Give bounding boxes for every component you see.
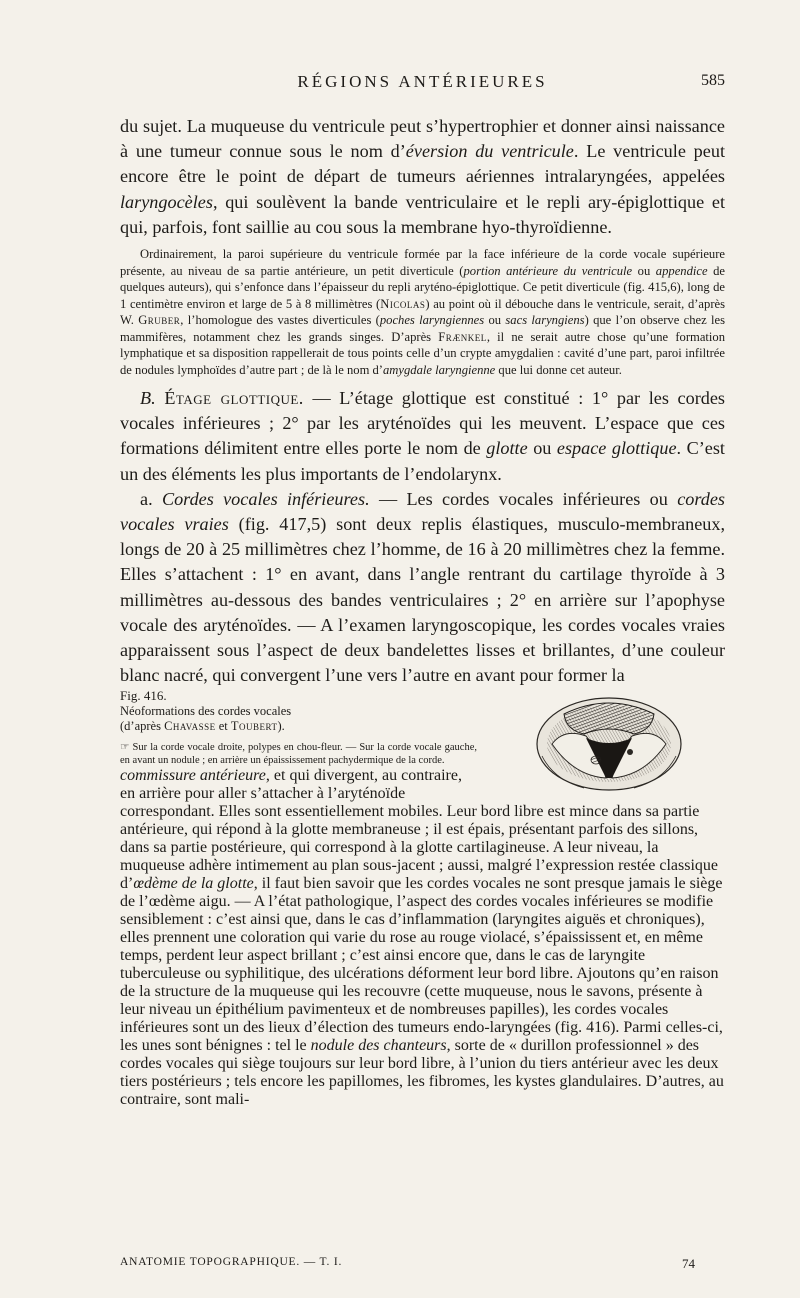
page-number: 585	[701, 72, 725, 89]
subsection-heading: Cordes vocales inférieures.	[161, 488, 370, 509]
subsection-a-vocal-cords: a. Cordes vocales inférieures. — Les cordes vocales inférieures ou cordes vocales vraies (fig. 417,5) sont deux replis élastiques, musculo-membraneux, longs de 20 à 25 millimètres chez l’homme, de 16 à 20 millimètres chez la femme. Elles s’attachent : 1° en avant, dans l’angle rentrant du cartilage thyroïde à 3 millimètres au-dessous des bandes ventriculaires ; 2° en arrière sur l’apophyse vocale des aryténoïdes. — A l’examen laryngoscopique, les cordes vocales vraies apparaissent sous l’aspect de deux bandelettes lisses et brillantes, d’une couleur blanc nacré, qui convergent l’une vers l’autre en avant pour former la	[120, 487, 725, 689]
figure-416	[493, 694, 725, 798]
section-b-glottic-level: B. Étage glottique. — L’étage glottique est constitué : 1° par les cordes vocales inférieures ; 2° par les aryténoïdes qui les meuvent. L’espace que ces formations délimitent entre elles porte le nom de glotte ou espace glottique. C’est un des éléments les plus importants de l’endolarynx.	[120, 388, 726, 484]
page-footer	[120, 1256, 725, 1276]
page-body: du sujet. La muqueuse du ventricule peut s’hypertrophier et donner ainsi naissance à une tumeur connue sous le nom d’éversion du ventricule. Le ventricule peut encore être le point de départ de tumeurs aériennes intralaryngées, appelées laryngocèles, qui soulèvent la bande ventriculaire et le repli ary-épiglottique et qui, parfois, font saillie au cou sous la membrane hyo-thyroïdienne. Ordinairement, la paroi supérieure du ventricule formée par la face inférieure de la corde vocale supérieure présente, au niveau de sa partie antérieure, un petit diverticule (portion antérieure du ventricule ou appendice de quelques auteurs), qui s’enfonce dans l’épaisseur du repli aryténo-épiglottique. Ce petit diverticule (fig. 415,6), long de 1 centimètre environ et large de 5 à 8 millimètres (Nicolas) au point où il débouche dans le ventricule, serait, d’après W. Gruber, l’homologue des vastes diverticules (poches laryngiennes ou sacs laryngiens) que l’on observe chez les mammifères, notamment chez les grands singes. D’après Frænkel, il ne serait autre chose qu’une formation lymphatique et sa disposition rappellerait de tous points celle d’un crypte amygdalien : cavité d’une part, paroi infiltrée de nodules lymphoïdes d’autre part ; de là le nom d’amygdale laryngienne que lui donne cet auteur. B. Étage glottique. — L’étage glottique est constitué : 1° par les cordes vocales inférieures ; 2° par les aryténoïdes qui les meuvent. L’espace que ces formations délimitent entre elles porte le nom de glotte ou espace glottique. C’est un des éléments les plus importants de l’endolarynx. a. Cordes vocales inférieures. — Les cordes vocales inférieures ou cordes vocales vraies (fig. 417,5) sont deux replis élastiques, musculo-membraneux, longs de 20 à 25 millimètres chez l’homme, de 16 à 20 millimètres chez la femme. Elles s’attachent : 1° en avant, dans l’angle rentrant du cartilage thyroïde à 3 millimètres au-dessous des bandes ventriculaires ; 2° en arrière sur l’apophyse vocale des aryténoïdes. — A l’examen laryngoscopique, les cordes vocales vraies apparaissent sous l’aspect de deux bandelettes lisses et brillantes, d’une couleur blanc nacré, qui convergent l’une vers l’autre en avant pour former la Fig. 416. Néoformations des cordes vocales (d’après Chavasse et Toubert). ☞ Sur la corde vocale droite, polypes en chou-fleur. — Sur la corde vocale gauche, en avant un nodule ; en arrière un épaississement pachydermique de la corde. commissure antérieure, et qui divergent, au contraire, en arrière pour aller s’attacher à l’aryténoïde correspondant. Elles sont essentiellement mobiles. Leur bord libre est mince dans sa partie antérieure, qui répond à la glotte membraneuse ; il est épais, présentant parfois des sillons, dans sa partie postérieure, qui correspond à la glotte cartilagineuse. A leur niveau, la muqueuse adhère intimement au plan sous-jacent ; aussi, malgré l’expression restée classique d’œdème de la glotte, il faut bien savoir que les cordes vocales ne sont presque jamais le siège de l’œdème aigu. — A l’état pathologique, l’aspect des cordes vocales inférieures se modifie sensiblement : c’est ainsi que, dans le cas d’inflammation (laryngites aiguës et chroniques), elles prennent une coloration qui varie du rose au rouge violacé, s’épaississent et, en même temps, perdent leur aspect brillant ; c’est ainsi encore que, dans le cas de laryngite tuberculeuse ou syphilitique, des ulcérations déforment leur bord libre. Ajoutons qu’en raison de la structure de la muqueuse qui les recouvre (cette muqueuse, nous le savons, présente à leur niveau un épithélium pavimenteux et de nombreuses papilles), les cordes vocales inférieures sont un des lieux d’élection des tumeurs endo-laryngées (fig. 416). Parmi celles-ci, les unes sont bénignes : tel le nodule des chanteurs, sorte de « durillon professionnel » des cordes vocales qui siège toujours sur leur bord libre, à l’union du tiers antérieur avec les deux tiers postérieurs ; tels encore les papillomes, les fibromes, les kystes glandulaires. D’autres, au contraire, sont mali-	[120, 116, 726, 1109]
figure-label: Fig. 416.	[120, 688, 167, 704]
section-heading: Étage glottique.	[164, 388, 304, 409]
running-title: RÉGIONS ANTÉRIEURES	[297, 72, 548, 91]
footer-book-title: ANATOMIE TOPOGRAPHIQUE. — T. I.	[120, 1256, 343, 1268]
footer-signature: 74	[682, 1256, 695, 1271]
paragraph-ventricle-tumors: du sujet. La muqueuse du ventricule peut s’hypertrophier et donner ainsi naissance à une tumeur connue sous le nom d’éversion du ventricule. Le ventricule peut encore être le point de départ de tumeurs aériennes intralaryngées, appelées laryngocèles, qui soulèvent la bande ventriculaire et le repli ary-épiglottique et qui, parfois, font saillie au cou sous la membrane hyo-thyroïdienne.	[120, 116, 725, 237]
running-header	[120, 72, 725, 96]
note-diverticulum: Ordinairement, la paroi supérieure du ventricule formée par la face inférieure de la corde vocale supérieure présente, au niveau de sa partie antérieure, un petit diverticule (portion antérieure du ventricule ou appendice de quelques auteurs), qui s’enfonce dans l’épaisseur du repli aryténo-épiglottique. Ce petit diverticule (fig. 415,6), long de 1 centimètre environ et large de 5 à 8 millimètres (Nicolas) au point où il débouche dans le ventricule, serait, d’après W. Gruber, l’homologue des vastes diverticules (poches laryngiennes ou sacs laryngiens) que l’on observe chez les mammifères, notamment chez les grands singes. D’après Frænkel, il ne serait autre chose qu’une formation lymphatique et sa disposition rappellerait de tous points celle d’un crypte amygdalien : cavité d’une part, paroi infiltrée de nodules lymphoïdes d’autre part ; de là le nom d’amygdale laryngienne que lui donne cet auteur.	[120, 247, 725, 377]
figure-note: ☞ Sur la corde vocale droite, polypes en chou-fleur. — Sur la corde vocale gauche, en avant un nodule ; en arrière un épaississement pachydermique de la corde.	[120, 742, 477, 766]
laryngoscopic-illustration	[534, 694, 684, 792]
figure-caption: Néoformations des cordes vocales (d’après Chavasse et Toubert).	[120, 704, 292, 734]
